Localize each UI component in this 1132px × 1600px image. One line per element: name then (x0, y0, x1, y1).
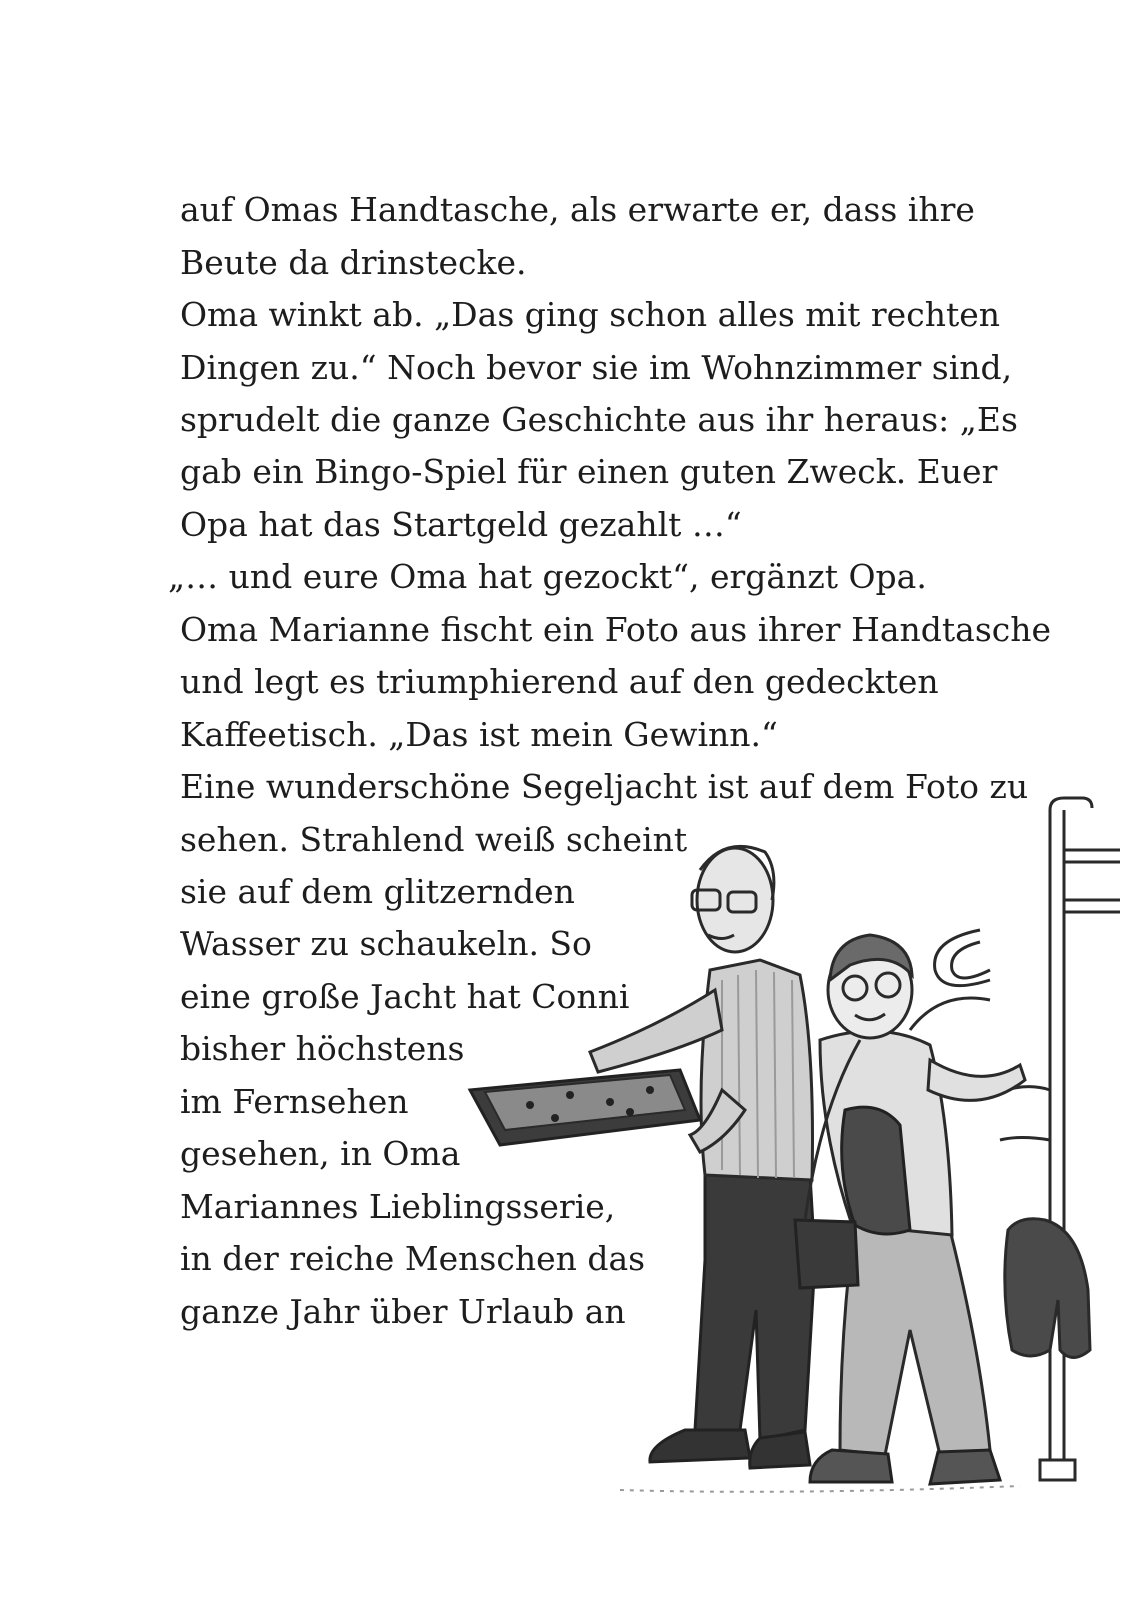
text-line: gesehen, in Oma (180, 1134, 461, 1173)
text-line: „… und eure Oma hat gezockt“, ergänzt Opa. (168, 557, 927, 596)
cake-tray (470, 1070, 700, 1145)
text-line: ganze Jahr über Urlaub an (180, 1292, 626, 1331)
text-line: im Fernsehen (180, 1082, 409, 1121)
text-line: Opa hat das Startgeld gezahlt …“ (180, 505, 742, 544)
text-line: und legt es triumphierend auf den gedeckten (180, 662, 939, 701)
illustration-grandparents (460, 790, 1132, 1600)
text-line: in der reiche Menschen das (180, 1239, 646, 1278)
text-line: Kaffeetisch. „Das ist mein Gewinn.“ (180, 715, 778, 754)
text-line: Oma Marianne fischt ein Foto aus ihrer Handtasche (180, 610, 1052, 649)
text-line: sie auf dem glitzernden (180, 872, 575, 911)
text-line: eine große Jacht hat Conni (180, 977, 630, 1016)
text-line: Beute da drinstecke. (180, 243, 527, 282)
text-line: auf Omas Handtasche, als erwarte er, dass ihre (180, 190, 975, 229)
ground-line (620, 1486, 1020, 1492)
text-line: gab ein Bingo-Spiel für einen guten Zweck. Euer (180, 452, 998, 491)
text-line: Oma winkt ab. „Das ging schon alles mit rechten (180, 295, 1000, 334)
text-line: sprudelt die ganze Geschichte aus ihr heraus: „Es (180, 400, 1018, 439)
text-line: bisher höchstens (180, 1029, 465, 1068)
grandma-figure (795, 935, 1025, 1484)
text-line: Mariannes Lieblingsserie, (180, 1187, 616, 1226)
hanging-jacket (1005, 1219, 1090, 1358)
text-line: Wasser zu schaukeln. So (180, 924, 592, 963)
text-line: Dingen zu.“ Noch bevor sie im Wohnzimmer sind, (180, 348, 1013, 387)
grandpa-figure (590, 846, 815, 1468)
text-line: sehen. Strahlend weiß scheint (180, 820, 688, 859)
text-line: Eine wunderschöne Segeljacht ist auf dem Foto zu (180, 767, 1029, 806)
